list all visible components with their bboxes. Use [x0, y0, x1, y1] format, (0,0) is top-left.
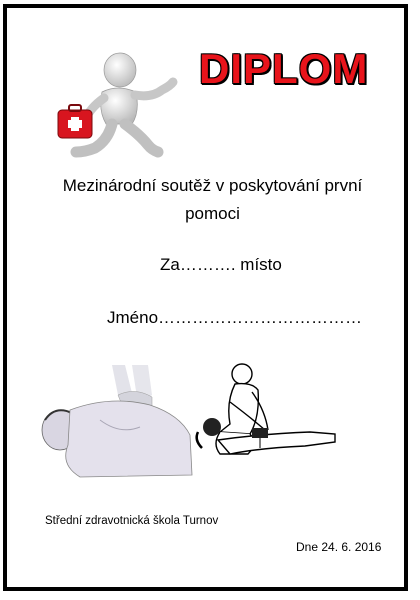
- issue-date: Dne 24. 6. 2016: [296, 540, 382, 554]
- first-aid-runner-illustration: [40, 40, 190, 165]
- place-field: Za………. místo: [160, 255, 282, 274]
- school-name: Střední zdravotnická škola Turnov: [45, 515, 219, 527]
- cpr-compressions-illustration: [40, 365, 200, 480]
- cpr-rescuer-illustration: [190, 362, 340, 477]
- competition-title: Mezinárodní soutěž v poskytování první pomoci: [62, 176, 363, 223]
- diploma-title: DIPLOM: [199, 45, 369, 92]
- name-field: Jméno………………………………: [107, 308, 363, 327]
